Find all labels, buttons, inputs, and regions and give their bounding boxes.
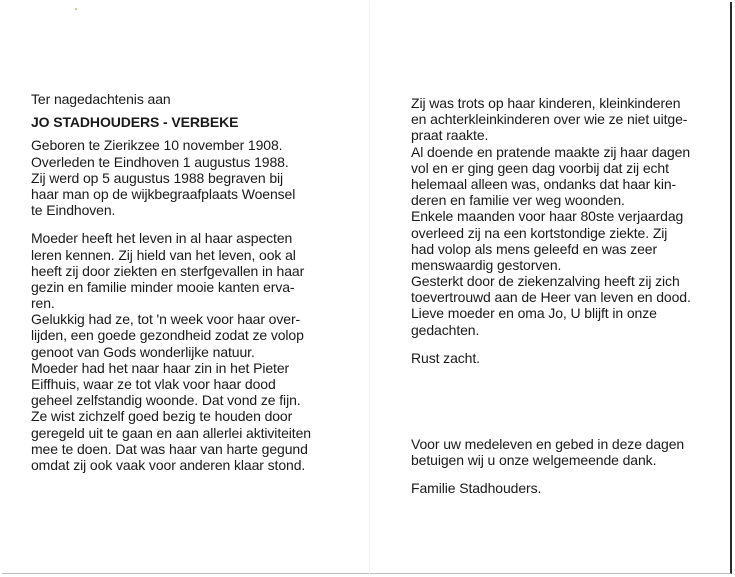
text-line: te Eindhoven. bbox=[31, 202, 116, 219]
signature-text: Familie Stadhouders. bbox=[411, 480, 542, 497]
text-line: en achterkleinkinderen over wie ze niet uitge- bbox=[411, 111, 688, 128]
left-column bbox=[31, 91, 311, 473]
text-line: helemaal alleen was, ondanks dat haar kin- bbox=[411, 175, 677, 192]
text-line: lijden, een goede gezondheid zodat ze volop bbox=[31, 327, 304, 344]
tribute-paragraph bbox=[411, 95, 691, 338]
text-line: leren kennen. Zij hield van het leven, ook al bbox=[31, 246, 296, 263]
farewell-text: Rust zacht. bbox=[411, 349, 480, 366]
birth-death-block bbox=[31, 137, 311, 218]
intro-text: Ter nagedachtenis aan bbox=[31, 91, 171, 107]
text-line: Enkele maanden voor haar 80ste verjaardag bbox=[411, 208, 684, 225]
text-line: haar man op de wijkbegraafplaats Woensel bbox=[31, 185, 296, 202]
text-line: toevertrouwd aan de Heer van leven en dood. bbox=[411, 289, 691, 306]
text-line: Moeder heeft het leven in al haar aspecten bbox=[31, 230, 293, 247]
text-line: Overleden te Eindhoven 1 augustus 1988. bbox=[31, 153, 289, 170]
text-line: Zij was trots op haar kinderen, kleinkinderen bbox=[411, 95, 681, 111]
text-line: heeft zij door ziekten en sterfgevallen in haar bbox=[31, 262, 305, 279]
text-line: geregeld uit te gaan en aan allerlei aktiviteiten bbox=[31, 424, 311, 441]
right-column bbox=[411, 95, 691, 497]
text-line: geheel zelfstandig woonde. Dat vond ze fijn. bbox=[31, 392, 301, 409]
print-speck bbox=[75, 8, 77, 10]
text-line: Moeder had het naar haar zin in het Pieter bbox=[31, 359, 290, 376]
text-line: deren en familie ver weg woonden. bbox=[411, 192, 625, 209]
deceased-name: JO STADHOUDERS - VERBEKE bbox=[31, 114, 239, 131]
text-line: menswaardig gestorven. bbox=[411, 256, 562, 273]
text-line: Gelukkig had ze, tot 'n week voor haar over- bbox=[31, 311, 301, 328]
text-line: Ze wist zichzelf goed bezig te houden door bbox=[31, 408, 293, 425]
text-line: mee te doen. Dat was haar van harte gegund bbox=[31, 440, 308, 457]
thanks-block bbox=[411, 436, 691, 468]
text-line: Eiffhuis, waar ze tot vlak voor haar dood bbox=[31, 376, 276, 392]
text-line: overleed zij na een kortstondige ziekte. Zij bbox=[411, 224, 668, 241]
text-line: genoot van Gods wonderlijke natuur. bbox=[31, 343, 255, 360]
text-line: Al doende en pratende maakte zij haar dagen bbox=[411, 143, 691, 160]
text-line: vol en er ging geen dag voorbij dat zij echt bbox=[411, 159, 669, 176]
life-story-paragraph bbox=[31, 230, 311, 473]
text-line: Voor uw medeleven en gebed in deze dagen bbox=[411, 436, 685, 452]
text-line: gedachten. bbox=[411, 321, 480, 338]
text-line: Geboren te Zierikzee 10 november 1908. bbox=[31, 137, 283, 154]
text-line: praat raakte. bbox=[411, 127, 489, 144]
card-fold-line bbox=[369, 2, 370, 574]
text-line: Zij werd op 5 augustus 1988 begraven bij bbox=[31, 169, 284, 186]
text-line: ren. bbox=[31, 295, 55, 312]
text-line: Lieve moeder en oma Jo, U blijft in onze bbox=[411, 305, 657, 322]
text-line: betuigen wij u onze welgemeende dank. bbox=[411, 452, 657, 469]
text-line: Gesterkt door de ziekenzalving heeft zij zich bbox=[411, 273, 680, 290]
text-line: gezin en familie minder mooie kanten erva- bbox=[31, 278, 295, 295]
text-line: had volop als mens geleefd en was zeer bbox=[411, 240, 658, 257]
text-line: omdat zij ook vaak voor anderen klaar stond. bbox=[31, 456, 306, 473]
